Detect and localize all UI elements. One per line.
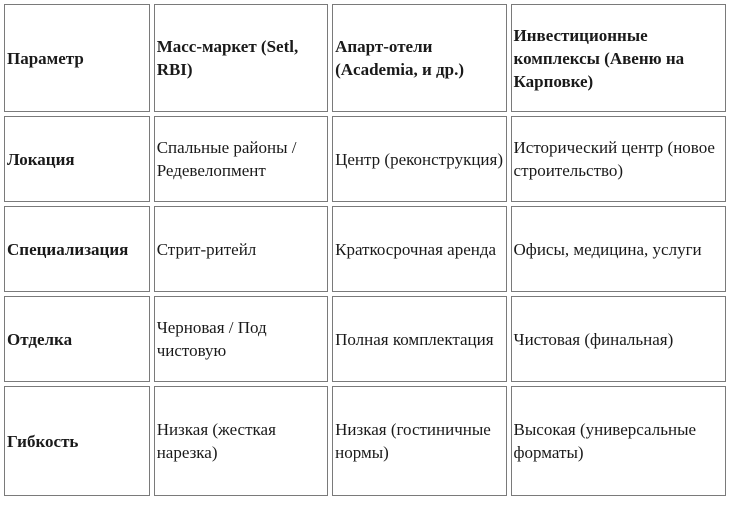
header-cell-investment: Инвестиционные комплексы (Авеню на Карповке): [511, 4, 726, 112]
table-cell: Краткосрочная аренда: [332, 206, 506, 292]
table-row: [4, 206, 726, 292]
table-row: [4, 116, 726, 202]
table-cell: Высокая (универсальные форматы): [511, 386, 726, 496]
table-cell: Центр (реконструкция): [332, 116, 506, 202]
header-cell-mass-market: Масс-маркет (Setl, RBI): [154, 4, 328, 112]
row-label-location: Локация: [4, 116, 150, 202]
table-row: [4, 386, 726, 496]
table-cell: Исторический центр (новое строительство): [511, 116, 726, 202]
table-cell: Низкая (гостиничные нормы): [332, 386, 506, 496]
table-cell: Стрит-ритейл: [154, 206, 328, 292]
table-cell: Спальные районы / Редевелопмент: [154, 116, 328, 202]
table-header-row: [4, 4, 726, 112]
header-cell-parameter: Параметр: [4, 4, 150, 112]
row-label-flexibility: Гибкость: [4, 386, 150, 496]
table-row: [4, 296, 726, 382]
row-label-finishing: Отделка: [4, 296, 150, 382]
header-cell-apart-hotels: Апарт-отели (Academia, и др.): [332, 4, 506, 112]
row-label-specialization: Специализация: [4, 206, 150, 292]
table-cell: Черновая / Под чистовую: [154, 296, 328, 382]
table-cell: Низкая (жесткая нарезка): [154, 386, 328, 496]
table-cell: Офисы, медицина, услуги: [511, 206, 726, 292]
table-cell: Чистовая (финальная): [511, 296, 726, 382]
table-cell: Полная комплектация: [332, 296, 506, 382]
